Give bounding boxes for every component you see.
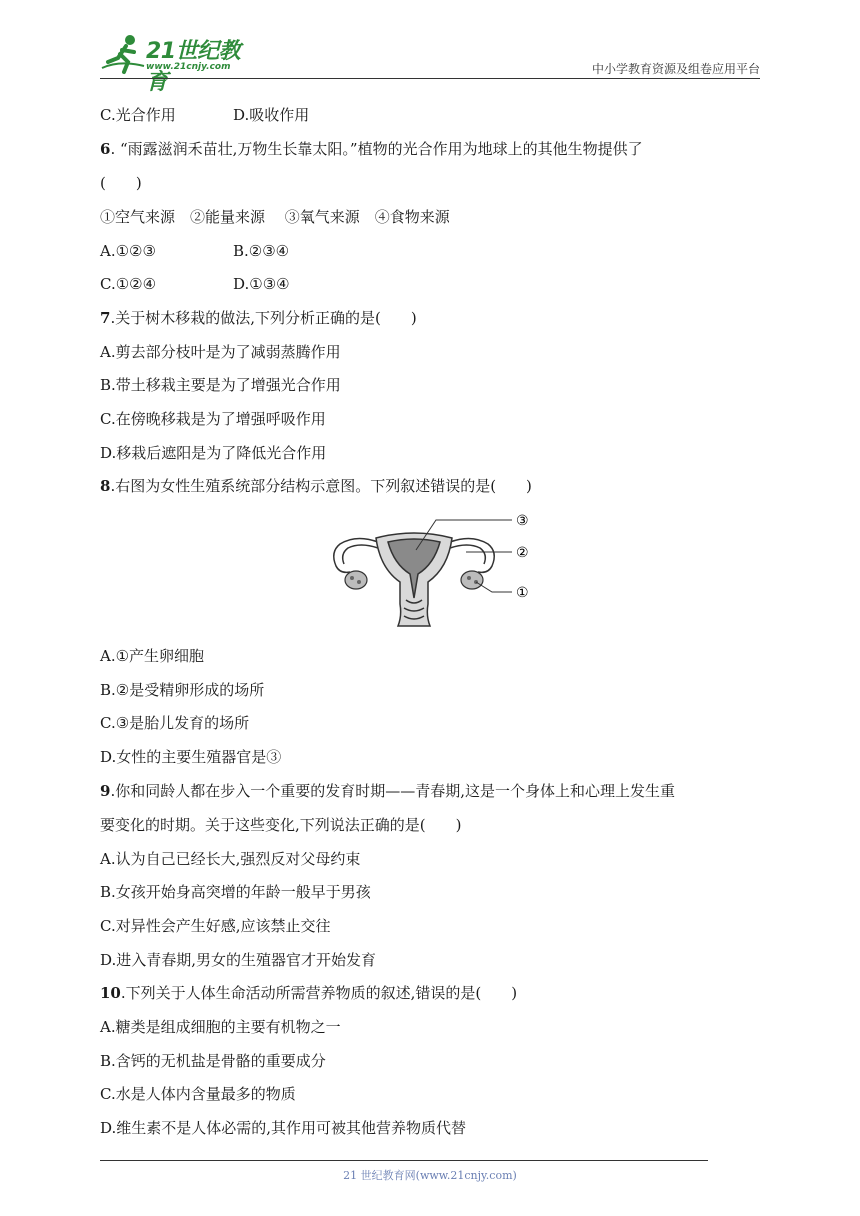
q10-stem: [100, 982, 517, 1004]
figure-label-3: ③: [516, 513, 529, 529]
q9-number: 9: [100, 782, 111, 800]
platform-name: 中小学教育资源及组卷应用平台: [591, 62, 760, 76]
q7-option-b: B.带土移栽主要是为了增强光合作用: [100, 376, 341, 394]
q8-option-d: D.女性的主要生殖器官是③: [100, 748, 282, 766]
q8-option-a: A.①产生卵细胞: [100, 647, 205, 665]
footer-text: 21 世纪教育网(www.21cnjy.com): [343, 1169, 517, 1182]
uterus-diagram: [326, 508, 546, 630]
q8-number: 8: [100, 477, 111, 495]
q6-stem: [100, 138, 643, 160]
q9-option-d: D.进入青春期,男女的生殖器官才开始发育: [100, 951, 377, 969]
q9-option-b: B.女孩开始身高突增的年龄一般早于男孩: [100, 883, 371, 901]
q10-stem-text: .下列关于人体生命活动所需营养物质的叙述,错误的是( ): [120, 984, 518, 1002]
q6-option-a: A.①②③: [100, 242, 156, 260]
q7-stem: [100, 307, 417, 329]
site-logo: [100, 32, 260, 95]
q6-option-d: D.①③④: [233, 275, 290, 293]
q6-options-cd: [100, 273, 290, 295]
q10-number: 10: [100, 984, 121, 1002]
page-header: [100, 28, 760, 95]
q10-option-b: B.含钙的无机盐是骨骼的重要成分: [100, 1052, 326, 1070]
q7-option-c: C.在傍晚移栽是为了增强呼吸作用: [100, 410, 326, 428]
q7-stem-text: .关于树木移栽的做法,下列分析正确的是( ): [110, 309, 417, 327]
q8-option-c: C.③是胎儿发育的场所: [100, 714, 250, 732]
q10-option-a: A.糖类是组成细胞的主要有机物之一: [100, 1018, 341, 1036]
q9-stem-text: .你和同龄人都在步入一个重要的发育时期——青春期,这是一个身体上和心理上发生重: [110, 782, 675, 800]
q9-stem-line2: 要变化的时期。关于这些变化,下列说法正确的是( ): [100, 816, 462, 834]
q7-option-a: A.剪去部分枝叶是为了减弱蒸腾作用: [100, 343, 341, 361]
logo-url: www.21cnjy.com: [146, 62, 231, 72]
figure-label-1: ①: [516, 585, 529, 601]
header-divider: [100, 78, 760, 79]
q6-choices: ①空气来源 ②能量来源 ③氧气来源 ④食物来源: [100, 208, 450, 226]
q8-stem-text: .右图为女性生殖系统部分结构示意图。下列叙述错误的是( ): [110, 477, 532, 495]
q6-option-c: C.①②④: [100, 275, 157, 293]
q6-number: 6: [100, 140, 111, 158]
q10-option-d: D.维生素不是人体必需的,其作用可被其他营养物质代替: [100, 1119, 467, 1137]
runner-icon: [100, 32, 146, 76]
q9-option-a: A.认为自己已经长大,强烈反对父母约束: [100, 850, 361, 868]
q6-options-ab: [100, 240, 290, 262]
q6-option-b: B.②③④: [233, 242, 290, 260]
q7-option-d: D.移栽后遮阳是为了降低光合作用: [100, 444, 327, 462]
footer-divider: [100, 1160, 708, 1161]
reproductive-system-figure: [326, 508, 546, 630]
q5-option-d: D.吸收作用: [233, 106, 310, 124]
q10-option-c: C.水是人体内含量最多的物质: [100, 1085, 296, 1103]
q8-stem: [100, 475, 532, 497]
q6-stem-line2: ( ): [100, 174, 142, 192]
figure-label-2: ②: [516, 545, 529, 561]
logo-text: 21世纪教育: [146, 39, 241, 95]
q9-option-c: C.对异性会产生好感,应该禁止交往: [100, 917, 331, 935]
q5-option-c: C.光合作用: [100, 106, 176, 124]
q9-stem-line1: [100, 780, 675, 802]
q7-number: 7: [100, 309, 111, 327]
q6-stem-line1: . “雨露滋润禾苗壮,万物生长靠太阳。”植物的光合作用为地球上的其他生物提供了: [110, 140, 643, 158]
q5-options-cd: [100, 104, 310, 126]
q8-option-b: B.②是受精卵形成的场所: [100, 681, 265, 699]
